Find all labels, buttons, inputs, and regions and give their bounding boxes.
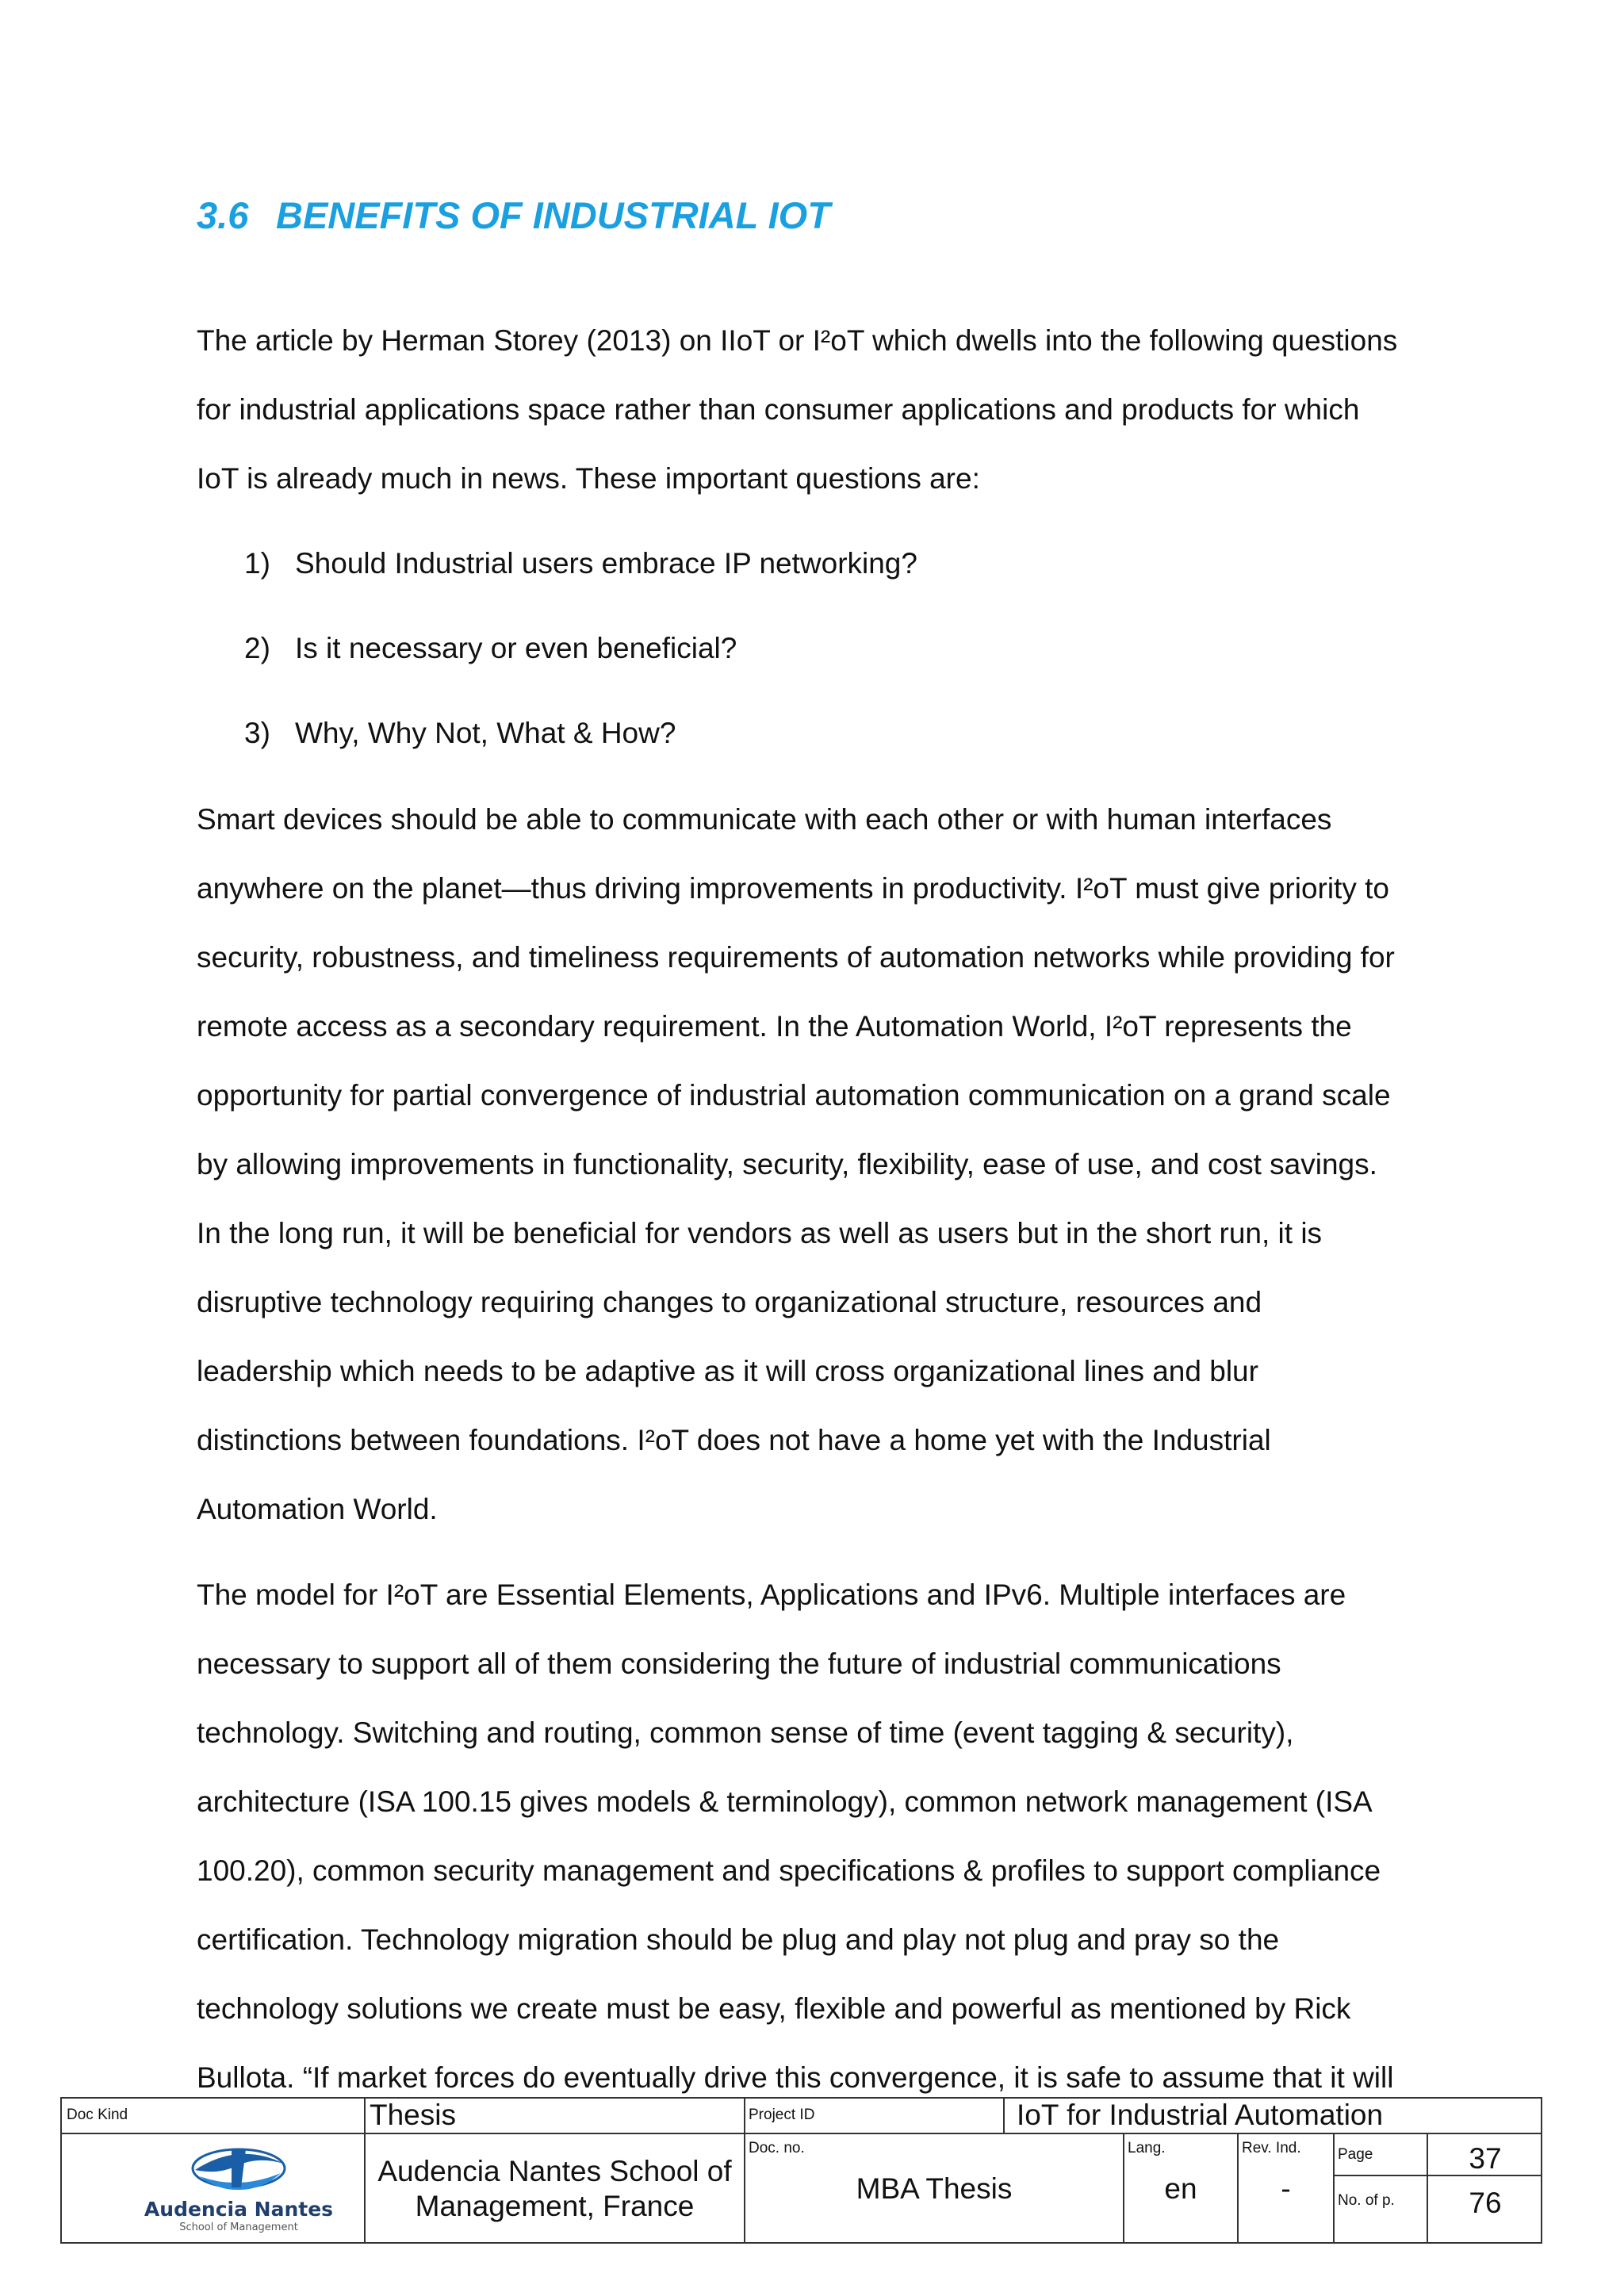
text-line: by allowing improvements in functionality, security, flexibility, ease of use, and cost savings.	[197, 1148, 1377, 1181]
document-footer-table	[60, 2097, 1542, 2244]
project-id-label: Project ID	[749, 2107, 815, 2123]
section-number: 3.6	[197, 194, 249, 236]
section-heading	[197, 193, 830, 237]
logo-text: Audencia Nantes	[144, 2198, 334, 2221]
doc-kind-label: Doc Kind	[67, 2107, 128, 2123]
list-item	[244, 716, 676, 751]
institution-name	[366, 2154, 744, 2224]
institution-line-2: Management, France	[415, 2190, 695, 2222]
pages-label: No. of p.	[1338, 2192, 1395, 2209]
audencia-logo	[76, 2146, 401, 2233]
text-line: remote access as a secondary requirement. In the Automation World, I²oT represents the	[197, 1010, 1352, 1043]
list-number: 2)	[244, 632, 270, 664]
text-line: leadership which needs to be adaptive as it will cross organizational lines and blur	[197, 1355, 1258, 1387]
text-line: Bullota. “If market forces do eventually drive this convergence, it is safe to assume that it will	[197, 2061, 1394, 2094]
doc-no-value: MBA Thesis	[856, 2172, 1013, 2205]
list-number: 1)	[244, 547, 270, 580]
text-line: architecture (ISA 100.15 gives models & terminology), common network management (ISA	[197, 1785, 1373, 1818]
text-line: 100.20), common security management and specifications & profiles to support compliance	[197, 1854, 1381, 1887]
text-line: In the long run, it will be beneficial for vendors as well as users but in the short run, it is	[197, 1217, 1323, 1249]
logo-tagline: School of Management	[179, 2221, 298, 2233]
list-text: Should Industrial users embrace IP networking?	[295, 547, 917, 580]
doc-no-label: Doc. no.	[749, 2140, 805, 2156]
text-line: disruptive technology requiring changes to organizational structure, resources and	[197, 1286, 1262, 1318]
audencia-logo-icon	[76, 2146, 401, 2233]
section-title: BENEFITS OF INDUSTRIAL IOT	[276, 194, 830, 236]
page-label: Page	[1338, 2146, 1373, 2163]
text-line: for industrial applications space rather than consumer applications and products for which	[197, 393, 1360, 426]
list-number: 3)	[244, 717, 270, 749]
list-item	[244, 631, 737, 666]
text-line: Automation World.	[197, 1493, 438, 1525]
list-text: Is it necessary or even beneficial?	[295, 632, 737, 664]
text-line: The article by Herman Storey (2013) on IIoT or I²oT which dwells into the following questions	[197, 324, 1398, 357]
text-line: Smart devices should be able to communicate with each other or with human interfaces	[197, 803, 1332, 836]
text-line: technology solutions we create must be easy, flexible and powerful as mentioned by Rick	[197, 1992, 1351, 2025]
text-line: security, robustness, and timeliness requirements of automation networks while providing for	[197, 941, 1395, 974]
rev-label: Rev. Ind.	[1242, 2140, 1301, 2156]
project-id-value: IoT for Industrial Automation	[1017, 2099, 1384, 2131]
text-line: certification. Technology migration should be plug and play not plug and pray so the	[197, 1923, 1280, 1956]
list-item	[244, 546, 917, 581]
text-line: opportunity for partial convergence of industrial automation communication on a grand scale	[197, 1079, 1391, 1112]
text-line: The model for I²oT are Essential Elements, Applications and IPv6. Multiple interfaces are	[197, 1578, 1346, 1611]
text-line: technology. Switching and routing, common sense of time (event tagging & security),	[197, 1716, 1294, 1749]
lang-value: en	[1164, 2172, 1197, 2205]
rev-value: -	[1281, 2172, 1291, 2205]
list-text: Why, Why Not, What & How?	[295, 717, 676, 749]
page-number: 37	[1469, 2142, 1502, 2175]
institution-line-1: Audencia Nantes School of	[377, 2155, 732, 2187]
text-line: necessary to support all of them considering the future of industrial communications	[197, 1647, 1281, 1680]
total-pages: 76	[1469, 2187, 1502, 2219]
doc-kind-value: Thesis	[370, 2099, 456, 2131]
text-line: IoT is already much in news. These important questions are:	[197, 462, 980, 495]
lang-label: Lang.	[1128, 2140, 1166, 2156]
text-line: anywhere on the planet—thus driving improvements in productivity. I²oT must give priority to	[197, 872, 1389, 905]
text-line: distinctions between foundations. I²oT does not have a home yet with the Industrial	[197, 1424, 1271, 1456]
